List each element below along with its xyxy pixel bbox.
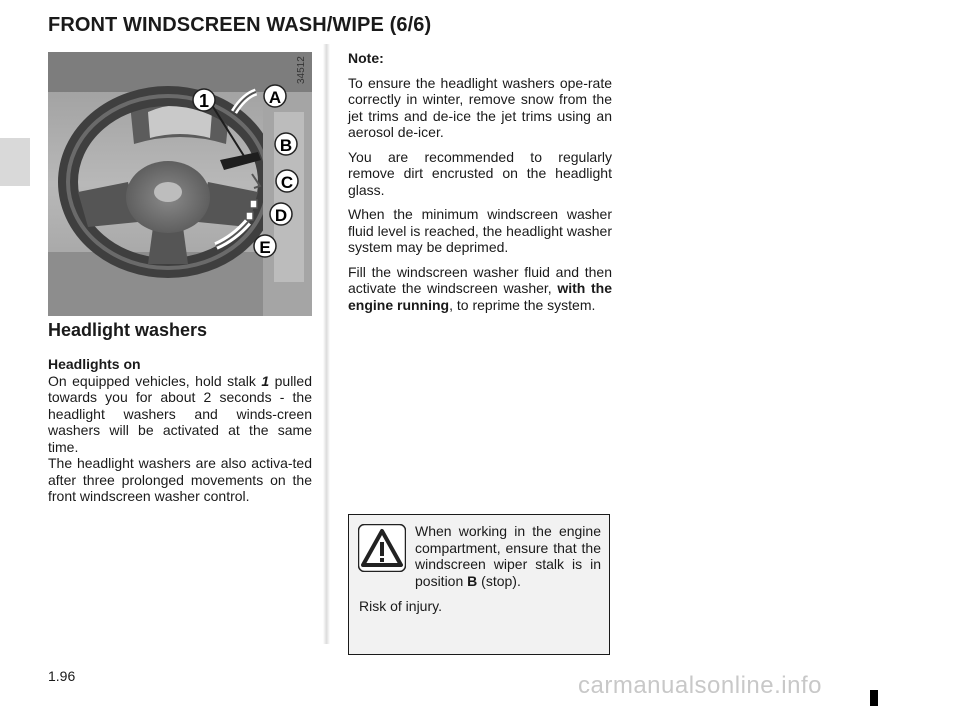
note-paragraph-3: When the minimum windscreen washer fluid level is reached, the headlight washer system may be deprimed. (348, 206, 612, 255)
risk-text: Risk of injury. (359, 598, 442, 614)
svg-text:D: D (274, 206, 288, 225)
note-paragraph-1: To ensure the headlight washers ope-rate correctly in winter, remove snow from the jet trims and de-ice the jet trims using an aerosol de-icer. (348, 74, 612, 140)
callout-B (275, 133, 297, 155)
callout-E (254, 235, 276, 257)
svg-text:B: B (279, 136, 293, 155)
section-heading: Headlight washers (48, 320, 208, 340)
right-column-text (348, 50, 612, 321)
steering-wheel-illustration (48, 52, 312, 316)
watermark: carmanualsonline.info (578, 672, 822, 699)
callout-1 (193, 89, 215, 111)
callout-D (270, 203, 292, 225)
callout-A (264, 85, 286, 107)
left-column-text (48, 356, 312, 505)
stalk-reference: 1 (261, 372, 270, 389)
callout-C (276, 170, 298, 192)
svg-text:C: C (280, 173, 294, 192)
figure-code: 34512 (296, 56, 307, 84)
paragraph-2: The headlight washers are also activa-ted after three prolonged movements on the front windscreen washer control. (48, 455, 312, 504)
note-paragraph-4: Fill the windscreen washer fluid and then activate the windscreen washer, with the engine running, to reprime the system. (348, 263, 612, 313)
svg-text:1: 1 (198, 91, 210, 111)
subheading: Headlights on (48, 356, 141, 372)
warning-triangle-icon (358, 524, 406, 572)
warning-text: When working in the engine compartment, ensure that the windscreen wiper stalk is in position B (stop). (415, 523, 601, 589)
note-label: Note: (348, 50, 384, 66)
svg-text:E: E (259, 238, 271, 257)
column-divider (323, 44, 330, 644)
note-paragraph-2: You are recommended to regularly remove dirt encrusted on the headlight glass. (348, 148, 612, 198)
chapter-tab (0, 138, 30, 186)
page-title: FRONT WINDSCREEN WASH/WIPE (6/6) (48, 14, 432, 36)
warning-box (348, 514, 610, 655)
page-number: 1.96 (48, 668, 76, 684)
svg-text:A: A (268, 88, 282, 107)
paragraph-1: On equipped vehicles, hold stalk 1 pulled towards you for about 2 seconds - the headlight washers and winds-creen washers will be activated at the same time. (48, 372, 312, 455)
dashboard-image (48, 52, 312, 316)
corner-mark (870, 690, 878, 706)
